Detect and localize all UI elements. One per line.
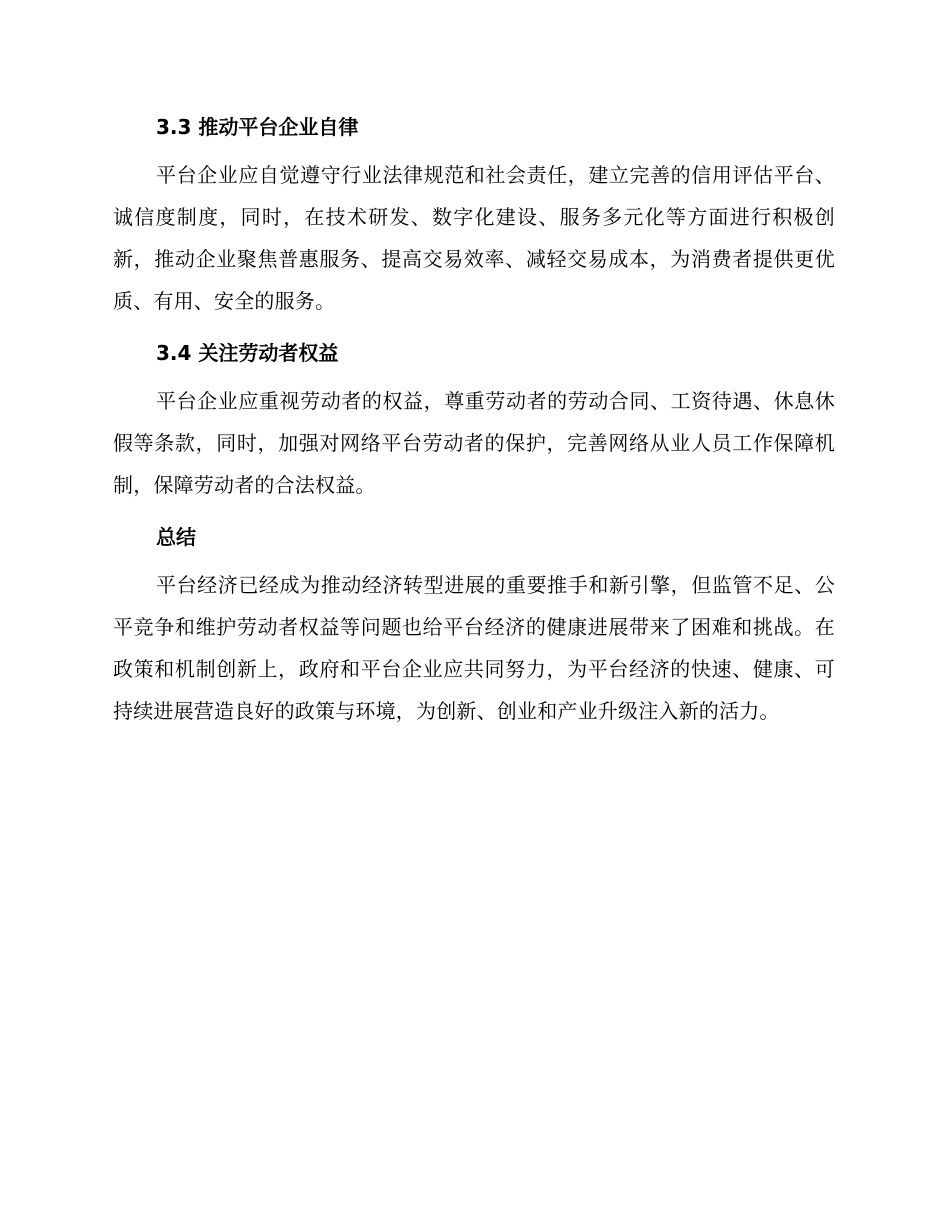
document-body (113, 108, 835, 732)
section-paragraph-3-3: 平台企业应自觉遵守行业法律规范和社会责任，建立完善的信用评估平台、诚信度制度，同时，在技术研发、数字化建设、服务多元化等方面进行积极创新，推动企业聚焦普惠服务、提高交易效率、减轻交易成本，为消费者提供更优质、有用、安全的服务。 (113, 163, 835, 313)
section-heading-summary: 总结 (156, 525, 196, 549)
section-heading-3-3: 3.3 推动平台企业自律 (156, 115, 359, 139)
section-paragraph-summary: 平台经济已经成为推动经济转型进展的重要推手和新引擎，但监管不足、公平竞争和维护劳动者权益等问题也给平台经济的健康进展带来了困难和挑战。在政策和机制创新上，政府和平台企业应共同努力，为平台经济的快速、健康、可持续进展营造良好的政策与环境，为创新、创业和产业升级注入新的活力。 (113, 573, 835, 723)
section-paragraph-3-4: 平台企业应重视劳动者的权益，尊重劳动者的劳动合同、工资待遇、休息休假等条款，同时，加强对网络平台劳动者的保护，完善网络从业人员工作保障机制，保障劳动者的合法权益。 (113, 389, 835, 497)
section-heading-3-4: 3.4 关注劳动者权益 (156, 341, 339, 365)
